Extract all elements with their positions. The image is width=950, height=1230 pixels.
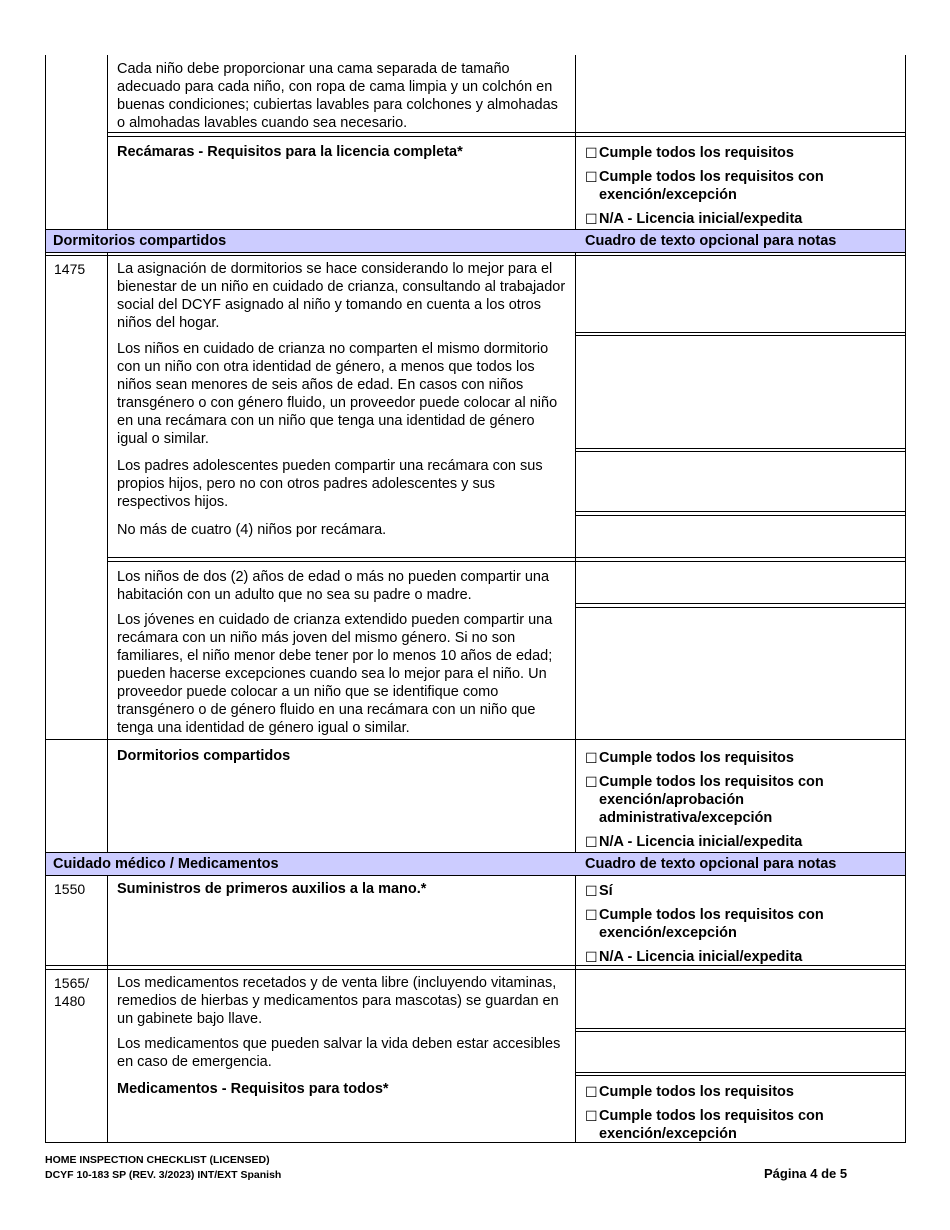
divider	[45, 255, 906, 256]
checkbox-icon[interactable]: ☐	[585, 774, 598, 790]
form-title: HOME INSPECTION CHECKLIST (LICENSED)	[45, 1154, 270, 1166]
bed-requirement-text: Cada niño debe proporcionar una cama separada de tamaño adecuado para cada niño, con ropa de cama limpia y un colchón en buenas condiciones; cubiertas lavables para colchones y almohadas o almohadas lavables cuando sea necesario.	[117, 61, 558, 131]
code-1550: 1550	[54, 881, 86, 897]
divider	[575, 252, 576, 853]
shared-item-5: Los niños de dos (2) años de edad o más no pueden compartir una habitación con un adulto que no sea su padre o madre.	[117, 569, 550, 603]
divider	[575, 515, 906, 516]
shared-item-4: No más de cuatro (4) niños por recámara.	[117, 522, 387, 538]
shared-item-6: Los jóvenes en cuidado de crianza extendido pueden compartir una recámara con un niño más joven del mismo género. Si no son familiares, el niño menor debe tener por lo menos 10 años de edad; pueden hacerse excepciones cuando sea lo mejor para el niño. Un proveedor puede colocar a un niño que se identifique como transgénero o de género fluido en una recámara con un niño que tenga una identidad de género igual o similar.	[117, 612, 553, 736]
bedrooms-options	[585, 144, 895, 234]
option-label: Cumple todos los requisitos con exención/aprobación administrativa/excepción	[599, 774, 824, 826]
checkbox-icon[interactable]: ☐	[585, 907, 598, 923]
option-label: Cumple todos los requisitos con exención/excepción	[599, 169, 824, 203]
option-label: Cumple todos los requisitos	[599, 1084, 794, 1100]
option-na[interactable]	[585, 833, 885, 851]
checkbox-icon[interactable]: ☐	[585, 1084, 598, 1100]
form-id: DCYF 10-183 SP (REV. 3/2023) INT/EXT Spanish	[45, 1169, 282, 1181]
divider	[575, 1072, 906, 1073]
option-label: N/A - Licencia inicial/expedita	[599, 211, 803, 227]
divider	[575, 875, 576, 1143]
option-meets-all[interactable]	[585, 144, 895, 162]
divider	[575, 1031, 906, 1032]
option-meets-with-exemption[interactable]	[585, 773, 885, 827]
option-label: Sí	[599, 883, 613, 899]
divider	[108, 561, 906, 562]
shared-item-2: Los niños en cuidado de crianza no comparten el mismo dormitorio con un niño con otra identidad de género, a menos que todos los niños sean menores de seis años de edad. En casos con niños transgénero o con género fluido, un proveedor puede colocar al niño en una recámara con un niño que tenga una identidad de género igual o similar.	[117, 341, 558, 447]
divider	[575, 448, 906, 449]
table-border-right	[905, 55, 906, 1143]
checkbox-icon[interactable]: ☐	[585, 949, 598, 965]
divider	[575, 603, 906, 604]
checkbox-icon[interactable]: ☐	[585, 169, 598, 185]
shared-summary-title: Dormitorios compartidos	[117, 748, 291, 764]
divider	[575, 511, 906, 512]
divider	[575, 607, 906, 608]
meds-summary-title: Medicamentos - Requisitos para todos*	[117, 1081, 389, 1097]
option-meets-all[interactable]	[585, 749, 885, 767]
divider	[107, 55, 108, 230]
page-number: Página 4 de 5	[764, 1166, 848, 1181]
option-label: Cumple todos los requisitos	[599, 750, 794, 766]
option-na[interactable]	[585, 210, 895, 228]
first-aid-options	[585, 882, 885, 972]
divider	[575, 451, 906, 452]
divider	[575, 55, 576, 230]
meds-item-1: Los medicamentos recetados y de venta libre (incluyendo vitaminas, remedios de hierbas y medicamentos para mascotas) se guardan en un gabinete bajo llave.	[117, 975, 559, 1027]
checkbox-icon[interactable]: ☐	[585, 211, 598, 227]
option-label: N/A - Licencia inicial/expedita	[599, 949, 803, 965]
divider	[107, 875, 108, 1143]
shared-item-3: Los padres adolescentes pueden compartir una recámara con sus propios hijos, pero no con otros padres adolescentes y sus respectivos hijos.	[117, 458, 543, 510]
divider	[575, 1028, 906, 1029]
divider	[575, 335, 906, 336]
shared-item-1: La asignación de dormitorios se hace considerando lo mejor para el bienestar de un niño en cuidado de crianza, consultando al trabajador social del DCYF asignado al niño y tomando en cuenta a los otros niños del hogar.	[117, 261, 566, 331]
option-label: Cumple todos los requisitos con exención/excepción	[599, 1108, 824, 1142]
option-yes[interactable]	[585, 882, 885, 900]
bedrooms-summary-title: Recámaras - Requisitos para la licencia completa*	[117, 144, 463, 160]
checkbox-icon[interactable]: ☐	[585, 750, 598, 766]
shared-options	[585, 749, 885, 857]
medical-section-title: Cuidado médico / Medicamentos	[53, 856, 279, 872]
divider	[45, 739, 906, 740]
divider	[575, 332, 906, 333]
meds-options	[585, 1083, 885, 1149]
option-meets-all[interactable]	[585, 1083, 885, 1101]
code-1475: 1475	[54, 261, 86, 277]
checkbox-icon[interactable]: ☐	[585, 834, 598, 850]
checkbox-icon[interactable]: ☐	[585, 145, 598, 161]
meds-item-2: Los medicamentos que pueden salvar la vida deben estar accesibles en caso de emergencia.	[117, 1036, 561, 1070]
divider	[45, 875, 906, 876]
first-aid-text: Suministros de primeros auxilios a la mano.*	[117, 881, 427, 897]
notes-header: Cuadro de texto opcional para notas	[585, 233, 837, 249]
checkbox-icon[interactable]: ☐	[585, 1108, 598, 1124]
shared-section-title: Dormitorios compartidos	[53, 233, 227, 249]
checkbox-icon[interactable]: ☐	[585, 883, 598, 899]
divider	[108, 136, 906, 137]
divider	[107, 252, 108, 853]
divider	[108, 132, 906, 133]
option-label: Cumple todos los requisitos con exención/excepción	[599, 907, 824, 941]
code-1565-1480: 1565/ 1480	[54, 975, 90, 1009]
option-label: N/A - Licencia inicial/expedita	[599, 834, 803, 850]
option-meets-with-exemption[interactable]	[585, 1107, 885, 1143]
divider	[108, 557, 906, 558]
notes-header: Cuadro de texto opcional para notas	[585, 856, 837, 872]
option-meets-with-exemption[interactable]	[585, 906, 885, 942]
divider	[45, 252, 906, 253]
option-na[interactable]	[585, 948, 885, 966]
divider	[575, 1075, 906, 1076]
table-border-left	[45, 55, 46, 1143]
option-meets-with-exemption[interactable]	[585, 168, 895, 204]
option-label: Cumple todos los requisitos	[599, 145, 794, 161]
